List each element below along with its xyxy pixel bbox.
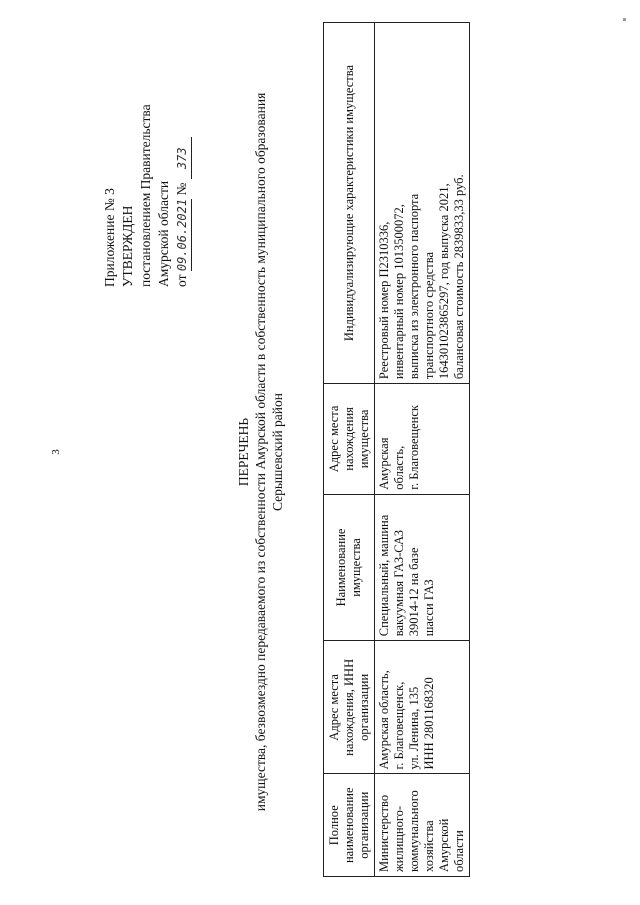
cell-property-address: Амурская область, г. Благовещенск <box>375 384 470 495</box>
page-number: 3 <box>50 449 62 455</box>
approved-label: УТВЕРЖДЕН <box>120 205 135 287</box>
property-table <box>323 22 470 877</box>
title-line-1: имущества, безвозмездно передаваемого из собственности Амурской области в собственность муниципального образования <box>253 92 268 812</box>
number-prefix: № <box>174 182 189 196</box>
document-title <box>235 17 286 887</box>
appendix-label: Приложение № 3 <box>102 188 117 287</box>
cell-property-characteristics: Реестровый номер П2310336, инвентарный номер 1013500072, выписка из электронного паспорта транспортного средства 164301023865297, год выпуска 2021, балансовая стоимость 2839833,33 руб. <box>375 23 470 384</box>
table-row <box>375 23 470 877</box>
title-line-2: Серышевский район <box>270 393 285 511</box>
handwritten-number: 373 <box>173 137 192 179</box>
table-header-row <box>324 23 375 877</box>
header-property-address: Адрес места нахождения имущества <box>324 384 375 495</box>
header-organization-name: Полное наименование организации <box>324 774 375 877</box>
cell-organization-name: Министерство жилищного- коммунального хозяйства Амурской области <box>375 774 470 877</box>
date-number-line <box>173 104 192 287</box>
header-organization-address: Адрес места нахождения, ИНН организации <box>324 641 375 774</box>
header-property-characteristics: Индивидуализирующие характеристики имущества <box>324 23 375 384</box>
header-property-name: Наименование имущества <box>324 494 375 641</box>
scan-mark <box>623 18 626 21</box>
resolution-label: постановлением Правительства <box>138 104 153 287</box>
date-prefix: от <box>174 274 189 287</box>
handwritten-date: 09.06.2021 <box>173 199 192 271</box>
approval-block <box>101 104 192 287</box>
region-label: Амурской области <box>156 180 171 287</box>
cell-property-name: Специальный, машина вакуумная ГАЗ-САЗ 39014-12 на базе шасси ГАЗ <box>375 494 470 641</box>
document-page <box>75 17 515 887</box>
cell-organization-address: Амурская область, г. Благовещенск, ул. Ленина, 135 ИНН 2801168320 <box>375 641 470 774</box>
title-heading: ПЕРЕЧЕНЬ <box>236 417 251 487</box>
